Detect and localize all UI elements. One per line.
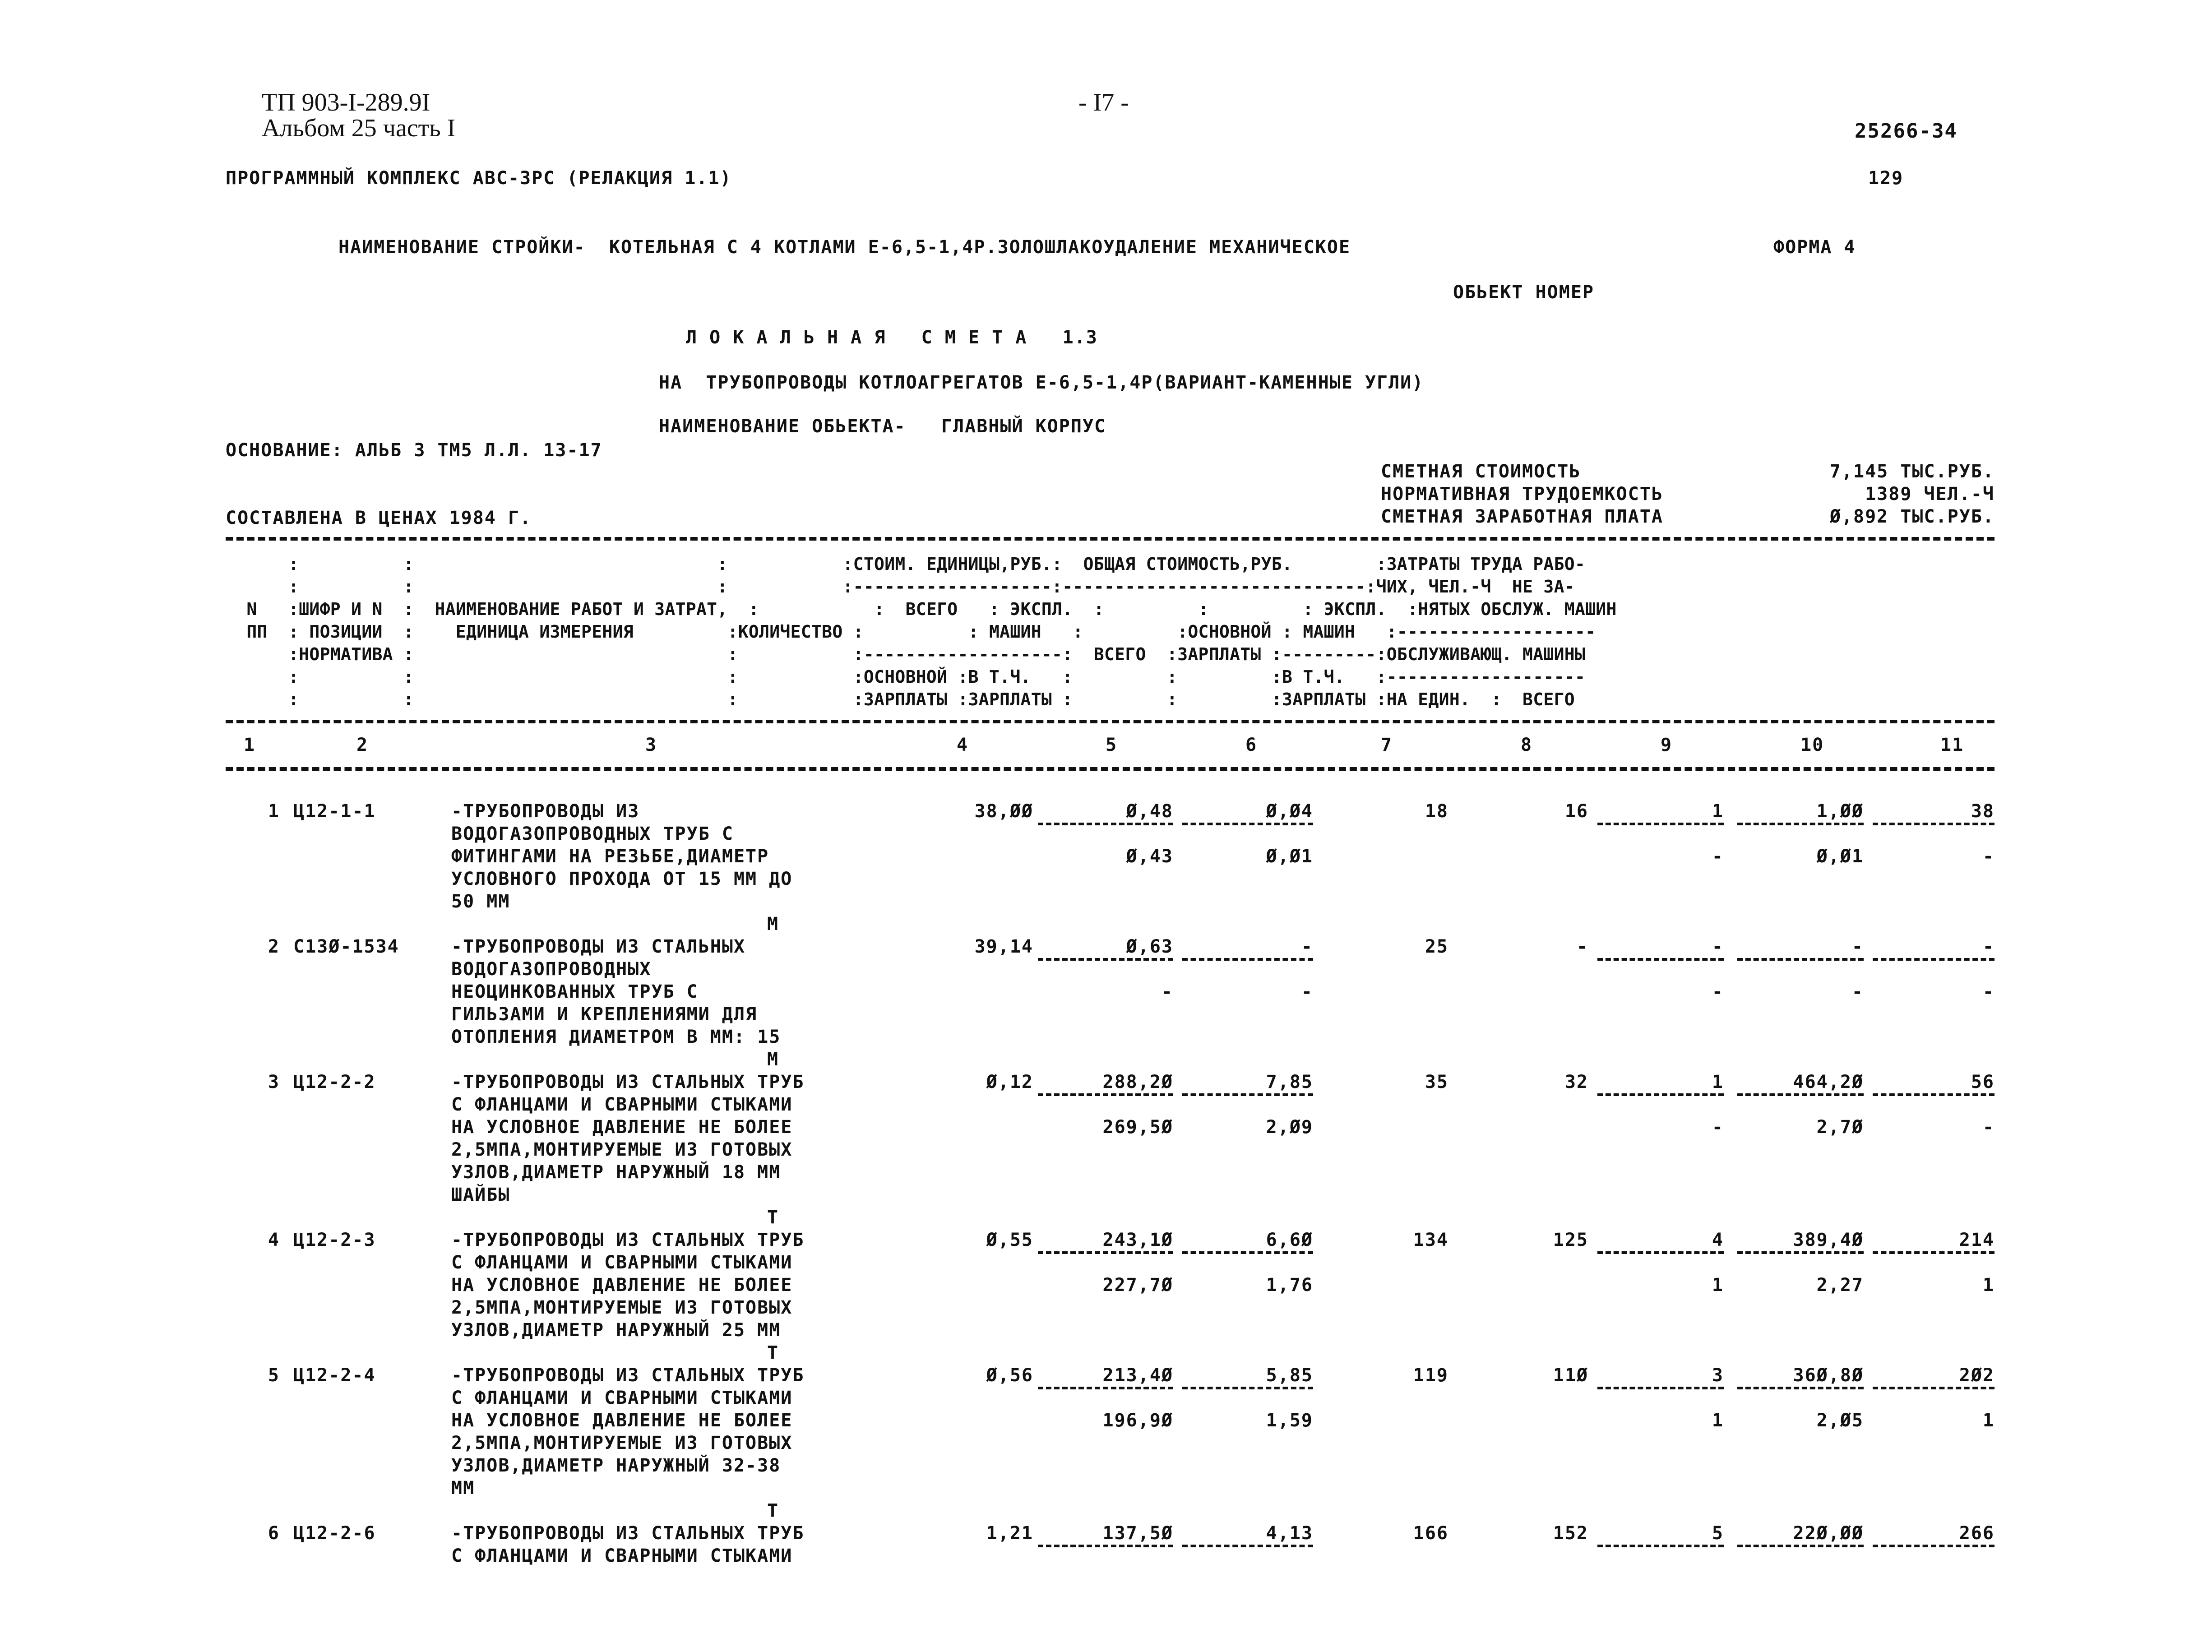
program-title: ПРОГРАММНЫЙ КОМПЛЕКС АВС-3РС (РЕЛАКЦИЯ 1.1) (226, 168, 732, 189)
quantity: Ø,56 (986, 1365, 1033, 1386)
column-number: 5 (1106, 735, 1118, 755)
work-name-line: 2,5МПА,МОНТИРУЕМЫЕ ИЗ ГОТОВЫХ (451, 1433, 793, 1453)
labor-total: - (1982, 936, 1995, 957)
labor-per-unit: 22Ø,ØØ (1793, 1523, 1864, 1544)
row-number: 2 (268, 936, 280, 957)
work-name-line: ГИЛЬЗАМИ И КРЕПЛЕНИЯМИ ДЛЯ (451, 1004, 758, 1025)
labor-per-unit: 1,ØØ (1816, 801, 1864, 822)
cell-underline (1597, 1545, 1724, 1547)
total-wages: 32 (1564, 1072, 1588, 1092)
work-name-line: С ФЛАНЦАМИ И СВАРНЫМИ СТЫКАМИ (451, 1388, 793, 1408)
row-number: 6 (268, 1523, 280, 1544)
cell-underline (1038, 1545, 1173, 1547)
labor-per-unit: - (1851, 936, 1864, 957)
machine-wages-total: - (1712, 981, 1724, 1002)
machine-labor-total: 1 (1982, 1275, 1995, 1296)
cell-underline (1737, 1545, 1864, 1547)
unit-cost-total: Ø,63 (1126, 936, 1173, 957)
total-cost: 166 (1413, 1523, 1448, 1544)
total-cost: 134 (1413, 1230, 1448, 1250)
page-number: 129 (1868, 168, 1904, 189)
work-name-line: Т (767, 1207, 779, 1228)
cell-underline (1597, 823, 1724, 825)
cell-underline (1182, 1545, 1313, 1547)
cell-underline (1597, 1251, 1724, 1254)
machine-wages-total: - (1712, 1117, 1724, 1138)
cell-underline (1182, 958, 1313, 961)
row-number: 1 (268, 801, 280, 822)
machine-labor-total: 1 (1982, 1410, 1995, 1431)
unit-cost-machines: - (1301, 936, 1313, 957)
work-name-line: УЗЛОВ,ДИАМЕТР НАРУЖНЫЙ 25 ММ (451, 1320, 781, 1341)
unit-machine-wages: 1,76 (1266, 1275, 1313, 1296)
cell-underline (1737, 958, 1864, 961)
work-name-line: УЗЛОВ,ДИАМЕТР НАРУЖНЫЙ 32-38 (451, 1455, 781, 1476)
total-cost: 18 (1425, 801, 1448, 822)
work-name-line: 2,5МПА,МОНТИРУЕМЫЕ ИЗ ГОТОВЫХ (451, 1297, 793, 1318)
labor-per-unit: 389,4Ø (1793, 1230, 1864, 1250)
unit-wages: 227,7Ø (1102, 1275, 1173, 1296)
unit-cost-machines: 4,13 (1266, 1523, 1313, 1544)
unit-machine-wages: - (1301, 981, 1313, 1002)
work-name-line: ШАЙБЫ (451, 1185, 510, 1205)
object-name: НАИМЕНОВАНИЕ ОБЬЕКТА- ГЛАВНЫЙ КОРПУС (659, 416, 1106, 437)
unit-wages: Ø,43 (1126, 846, 1173, 867)
total-machines: 4 (1712, 1230, 1724, 1250)
work-name-line: С ФЛАНЦАМИ И СВАРНЫМИ СТЫКАМИ (451, 1546, 793, 1566)
column-number: 9 (1661, 735, 1673, 755)
cell-underline (1038, 1093, 1173, 1096)
header-bottom-rule (226, 720, 1995, 723)
unit-cost-total: 243,1Ø (1102, 1230, 1173, 1250)
work-name-line: УЗЛОВ,ДИАМЕТР НАРУЖНЫЙ 18 ММ (451, 1162, 781, 1183)
unit-cost-total: 137,5Ø (1102, 1523, 1173, 1544)
unit-machine-wages: Ø,Ø1 (1266, 846, 1313, 867)
header-top-rule (226, 537, 1995, 541)
machine-labor-total: - (1982, 1117, 1995, 1138)
total-machines: 5 (1712, 1523, 1724, 1544)
unit-cost-total: 213,4Ø (1102, 1365, 1173, 1386)
machine-wages-total: - (1712, 846, 1724, 867)
cell-underline (1038, 1251, 1173, 1254)
cell-underline (1737, 1251, 1864, 1254)
machine-labor-unit: 2,27 (1816, 1275, 1864, 1296)
cell-underline (1873, 1093, 1995, 1096)
work-name-line: С ФЛАНЦАМИ И СВАРНЫМИ СТЫКАМИ (451, 1094, 793, 1115)
total-wages: - (1576, 936, 1588, 957)
column-number: 3 (645, 735, 657, 755)
column-number: 2 (356, 735, 369, 755)
position-code: Ц12-1-1 (293, 801, 376, 822)
unit-cost-machines: 6,6Ø (1266, 1230, 1313, 1250)
quantity: 38,ØØ (974, 801, 1033, 822)
work-name-line: ОТОПЛЕНИЯ ДИАМЕТРОМ В ММ: 15 (451, 1027, 781, 1047)
column-number: 8 (1521, 735, 1533, 755)
labor-total: 214 (1959, 1230, 1995, 1250)
doc-reg-number: 25266-34 (1855, 120, 1957, 143)
column-number: 4 (957, 735, 969, 755)
cell-underline (1182, 1251, 1313, 1254)
work-name-line: 50 ММ (451, 891, 510, 912)
work-name-line: -ТРУБОПРОВОДЫ ИЗ СТАЛЬНЫХ ТРУБ (451, 1523, 805, 1544)
unit-cost-total: Ø,48 (1126, 801, 1173, 822)
total-cost: 25 (1425, 936, 1448, 957)
summary-label-wages: СМЕТНАЯ ЗАРАБОТНАЯ ПЛАТА (1381, 506, 1663, 527)
work-name-line: С ФЛАНЦАМИ И СВАРНЫМИ СТЫКАМИ (451, 1252, 793, 1273)
work-name-line: НЕОЦИНКОВАННЫХ ТРУБ С (451, 981, 699, 1002)
table-header-line-4: ПП : ПОЗИЦИИ : ЕДИНИЦА ИЗМЕРЕНИЯ :КОЛИЧЕСТВО : : МАШИН : :ОСНОВНОЙ : МАШИН :------------------- (226, 622, 1596, 642)
column-number: 6 (1245, 735, 1258, 755)
quantity: 1,21 (986, 1523, 1033, 1544)
machine-labor-unit: - (1851, 981, 1864, 1002)
total-machines: 1 (1712, 1072, 1724, 1092)
machine-wages-total: 1 (1712, 1410, 1724, 1431)
work-name-line: НА УСЛОВНОЕ ДАВЛЕНИЕ НЕ БОЛЕЕ (451, 1410, 793, 1431)
work-name-line: ВОДОГАЗОПРОВОДНЫХ (451, 959, 652, 980)
summary-value-labor: 1389 ЧЕЛ.-Ч (1865, 484, 1995, 504)
total-wages: 125 (1553, 1230, 1588, 1250)
table-header-line-2: : : : :-------------------:-----------------------------:ЧИХ, ЧЕЛ.-Ч НЕ ЗА- (226, 577, 1575, 597)
form-number: ФОРМА 4 (1773, 237, 1856, 258)
unit-cost-machines: 5,85 (1266, 1365, 1313, 1386)
price-basis: СОСТАВЛЕНА В ЦЕНАХ 1984 Г. (226, 508, 532, 528)
table-header-line-3: N :ШИФР И N : НАИМЕНОВАНИЕ РАБОТ И ЗАТРАТ, : : ВСЕГО : ЭКСПЛ. : : : ЭКСПЛ. :НЯТЫХ ОБСЛУЖ. МАШИН (226, 599, 1617, 619)
work-name-line: 2,5МПА,МОНТИРУЕМЫЕ ИЗ ГОТОВЫХ (451, 1139, 793, 1160)
cell-underline (1737, 1387, 1864, 1389)
estimate-title: Л О К А Л Ь Н А Я С М Е Т А 1.3 (686, 327, 1098, 348)
quantity: Ø,55 (986, 1230, 1033, 1250)
column-number: 10 (1800, 735, 1824, 755)
machine-wages-total: 1 (1712, 1275, 1724, 1296)
position-code: Ц12-2-6 (293, 1523, 376, 1544)
total-machines: 1 (1712, 801, 1724, 822)
cell-underline (1873, 1251, 1995, 1254)
cell-underline (1182, 823, 1313, 825)
machine-labor-total: - (1982, 846, 1995, 867)
machine-labor-unit: 2,Ø5 (1816, 1410, 1864, 1431)
unit-cost-total: 288,2Ø (1102, 1072, 1173, 1092)
cell-underline (1737, 1093, 1864, 1096)
summary-label-labor: НОРМАТИВНАЯ ТРУДОЕМКОСТЬ (1381, 484, 1663, 504)
page-mark: - I7 - (1078, 88, 1129, 116)
position-code: Ц12-2-3 (293, 1230, 376, 1250)
column-number: 11 (1940, 735, 1964, 755)
cell-underline (1038, 1387, 1173, 1389)
total-wages: 11Ø (1553, 1365, 1588, 1386)
object-number: ОБЬЕКТ НОМЕР (1453, 282, 1594, 303)
unit-machine-wages: 2,Ø9 (1266, 1117, 1313, 1138)
labor-per-unit: 464,2Ø (1793, 1072, 1864, 1092)
unit-cost-machines: Ø,Ø4 (1266, 801, 1313, 822)
album-label: Альбом 25 часть I (262, 114, 456, 142)
work-name-line: -ТРУБОПРОВОДЫ ИЗ СТАЛЬНЫХ (451, 936, 746, 957)
work-name-line: УСЛОВНОГО ПРОХОДА ОТ 15 ММ ДО (451, 869, 793, 889)
row-number: 5 (268, 1365, 280, 1386)
summary-value-cost: 7,145 ТЫС.РУБ. (1829, 461, 1995, 482)
cell-underline (1182, 1093, 1313, 1096)
work-name-line: М (767, 914, 779, 935)
doc-code-tp: ТП 903-I-289.9I (262, 88, 430, 116)
unit-cost-machines: 7,85 (1266, 1072, 1313, 1092)
machine-labor-total: - (1982, 981, 1995, 1002)
work-name-line: -ТРУБОПРОВОДЫ ИЗ СТАЛЬНЫХ ТРУБ (451, 1230, 805, 1250)
row-number: 3 (268, 1072, 280, 1092)
quantity: Ø,12 (986, 1072, 1033, 1092)
cell-underline (1597, 1387, 1724, 1389)
labor-total: 2Ø2 (1959, 1365, 1995, 1386)
position-code: Ц12-2-4 (293, 1365, 376, 1386)
work-name-line: НА УСЛОВНОЕ ДАВЛЕНИЕ НЕ БОЛЕЕ (451, 1117, 793, 1138)
colnum-rule (226, 767, 1995, 771)
total-wages: 16 (1564, 801, 1588, 822)
total-machines: 3 (1712, 1365, 1724, 1386)
unit-wages: 196,9Ø (1102, 1410, 1173, 1431)
labor-total: 56 (1971, 1072, 1995, 1092)
cell-underline (1737, 823, 1864, 825)
stroyka-name: НАИМЕНОВАНИЕ СТРОЙКИ- КОТЕЛЬНАЯ С 4 КОТЛАМИ Е-6,5-1,4Р.ЗОЛОШЛАКОУДАЛЕНИЕ МЕХАНИЧЕСКОЕ (338, 237, 1351, 258)
work-name-line: М (767, 1049, 779, 1070)
work-name-line: ММ (451, 1478, 475, 1499)
column-number: 7 (1381, 735, 1393, 755)
unit-wages: 269,5Ø (1102, 1117, 1173, 1138)
unit-wages: - (1161, 981, 1173, 1002)
machine-labor-unit: Ø,Ø1 (1816, 846, 1864, 867)
work-name-line: ФИТИНГАМИ НА РЕЗЬБЕ,ДИАМЕТР (451, 846, 769, 867)
total-wages: 152 (1553, 1523, 1588, 1544)
unit-machine-wages: 1,59 (1266, 1410, 1313, 1431)
cell-underline (1038, 958, 1173, 961)
quantity: 39,14 (974, 936, 1033, 957)
labor-total: 266 (1959, 1523, 1995, 1544)
cell-underline (1873, 1545, 1995, 1547)
total-cost: 35 (1425, 1072, 1448, 1092)
work-name-line: Т (767, 1500, 779, 1521)
work-name-line: -ТРУБОПРОВОДЫ ИЗ СТАЛЬНЫХ ТРУБ (451, 1365, 805, 1386)
cell-underline (1873, 958, 1995, 961)
table-header-line-1: : : : :СТОИМ. ЕДИНИЦЫ,РУБ.: ОБЩАЯ СТОИМОСТЬ,РУБ. :ЗАТРАТЫ ТРУДА РАБО- (226, 554, 1586, 574)
total-machines: - (1712, 936, 1724, 957)
cell-underline (1597, 958, 1724, 961)
labor-per-unit: 36Ø,8Ø (1793, 1365, 1864, 1386)
machine-labor-unit: 2,7Ø (1816, 1117, 1864, 1138)
cell-underline (1873, 823, 1995, 825)
work-name-line: НА УСЛОВНОЕ ДАВЛЕНИЕ НЕ БОЛЕЕ (451, 1275, 793, 1296)
work-name-line: -ТРУБОПРОВОДЫ ИЗ СТАЛЬНЫХ ТРУБ (451, 1072, 805, 1092)
column-number: 1 (244, 735, 256, 755)
row-number: 4 (268, 1230, 280, 1250)
table-header-line-7: : : : :ЗАРПЛАТЫ :ЗАРПЛАТЫ : : :ЗАРПЛАТЫ :НА ЕДИН. : ВСЕГО (226, 689, 1575, 709)
summary-value-wages: Ø,892 ТЫС.РУБ. (1829, 506, 1995, 527)
work-name-line: ВОДОГАЗОПРОВОДНЫХ ТРУБ С (451, 824, 734, 844)
position-code: Ц12-2-2 (293, 1072, 376, 1092)
table-header-line-5: :НОРМАТИВА : : :-------------------: ВСЕГО :ЗАРПЛАТЫ :---------:ОБСЛУЖИВАЮЩ. МАШИНЫ (226, 644, 1586, 664)
labor-total: 38 (1971, 801, 1995, 822)
cell-underline (1038, 823, 1173, 825)
basis: ОСНОВАНИЕ: АЛЬБ 3 ТМ5 Л.Л. 13-17 (226, 440, 602, 461)
position-code: С13Ø-1534 (293, 936, 399, 957)
summary-label-cost: СМЕТНАЯ СТОИМОСТЬ (1381, 461, 1581, 482)
table-header-line-6: : : : :ОСНОВНОЙ :В Т.Ч. : : :В Т.Ч. :------------------- (226, 667, 1586, 687)
cell-underline (1182, 1387, 1313, 1389)
total-cost: 119 (1413, 1365, 1448, 1386)
work-name-line: -ТРУБОПРОВОДЫ ИЗ (451, 801, 640, 822)
work-name-line: Т (767, 1342, 779, 1363)
cell-underline (1597, 1093, 1724, 1096)
cell-underline (1873, 1387, 1995, 1389)
estimate-subject: НА ТРУБОПРОВОДЫ КОТЛОАГРЕГАТОВ Е-6,5-1,4Р(ВАРИАНТ-КАМЕННЫЕ УГЛИ) (659, 372, 1424, 393)
